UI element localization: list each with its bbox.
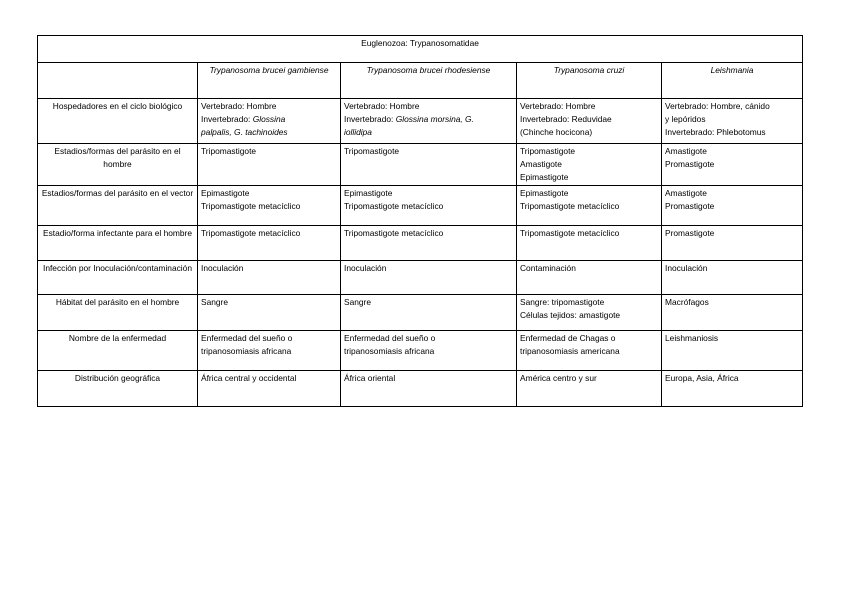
row-label: Distribución geográfica [38,371,198,407]
cell-line: América centro y sur [520,373,597,383]
table-cell [517,295,662,331]
cell-line: Inoculación [665,263,708,273]
cell-line: Epimastigote [520,172,569,182]
row-label: Infección por Inoculación/contaminación [38,261,198,295]
table-row [38,186,803,226]
cell-line: Promastigote [665,159,715,169]
table-cell [517,186,662,226]
table-cell [198,295,341,331]
row-label: Estadios/formas del parásito en el vector [38,186,198,226]
cell-line: Invertebrado: Glossina morsina, G. [344,114,474,124]
table-row [38,295,803,331]
table-cell [198,144,341,186]
cell-line: tripanosomiasis americana [520,346,620,356]
cell-line: Tripomastigote [344,146,400,156]
cell-line: Tripomastigote metacíclico [344,201,444,211]
table-row [38,144,803,186]
cell-line: Tripomastigote metacíclico [201,201,301,211]
table-cell [341,295,517,331]
table-cell [662,144,803,186]
cell-line: Epimastigote [520,188,569,198]
cell-line: África oriental [344,373,396,383]
table-cell [198,99,341,144]
table-body [38,99,803,407]
cell-line: Inoculación [201,263,244,273]
cell-line: Vertebrado: Hombre [201,101,277,111]
table-cell [341,371,517,407]
cell-line: Invertebrado: Reduvidae [520,114,612,124]
cell-line: Epimastigote [344,188,393,198]
table-cell [341,99,517,144]
header-t-brucei-rhodesiense: Trypanosoma brucei rhodesiense [341,63,517,99]
cell-line: Sangre: tripomastigote [520,297,605,307]
cell-line: Invertebrado: Glossina [201,114,286,124]
table-cell [517,261,662,295]
cell-line: tripanosomiasis africana [201,346,292,356]
row-label: Hospedadores en el ciclo biológico [38,99,198,144]
cell-line: Tripomastigote [520,146,576,156]
cell-line: Sangre [201,297,229,307]
cell-line: Promastigote [665,228,715,238]
cell-line: Tripomastigote metacíclico [520,228,620,238]
table-cell [662,295,803,331]
table-row [38,261,803,295]
table-title-row [38,36,803,63]
cell-line: (Chinche hocicona) [520,127,593,137]
table-cell [517,331,662,371]
cell-line: Amastigote [520,159,562,169]
table-cell [198,371,341,407]
cell-line: tripanosomiasis africana [344,346,435,356]
cell-line: Enfermedad del sueño o [201,333,293,343]
table-cell [662,261,803,295]
table-header-row [38,63,803,99]
header-t-brucei-gambiense: Trypanosoma brucei gambiense [198,63,341,99]
cell-line: África central y occidental [201,373,297,383]
cell-line: Inoculación [344,263,387,273]
cell-line: Enfermedad de Chagas o [520,333,616,343]
table-cell [662,226,803,261]
cell-line: Células tejidos: amastigote [520,310,621,320]
cell-line: Amastigote [665,188,707,198]
cell-line: Tripomastigote metacíclico [520,201,620,211]
cell-line: Vertebrado: Hombre, cánido [665,101,770,111]
cell-line: Promastigote [665,201,715,211]
cell-line: Macrófagos [665,297,709,307]
table-row [38,226,803,261]
cell-line: Vertebrado: Hombre [344,101,420,111]
cell-line: Enfermedad del sueño o [344,333,436,343]
table-row [38,99,803,144]
table-cell [341,144,517,186]
table-cell [662,99,803,144]
table-cell [198,331,341,371]
cell-line: Amastigote [665,146,707,156]
table-cell [517,226,662,261]
table-cell [341,331,517,371]
cell-line: Europa, Asia, África [665,373,739,383]
table-cell [198,226,341,261]
table-title: Euglenozoa: Trypanosomatidae [38,36,803,63]
cell-line: Contaminación [520,263,576,273]
table-cell [517,144,662,186]
table-cell [341,261,517,295]
table-row [38,371,803,407]
row-label: Nombre de la enfermedad [38,331,198,371]
cell-line: y lepóridos [665,114,706,124]
cell-line: Epimastigote [201,188,250,198]
table-row [38,331,803,371]
cell-line: Tripomastigote metacíclico [201,228,301,238]
cell-line: iollidipa [344,127,372,137]
trypanosomatidae-table [37,35,803,407]
header-leishmania: Leishmania [662,63,803,99]
table-cell [662,331,803,371]
cell-line: Vertebrado: Hombre [520,101,596,111]
table-cell [341,186,517,226]
cell-line: Tripomastigote [201,146,257,156]
table-cell [198,186,341,226]
row-label: Hábitat del parásito en el hombre [38,295,198,331]
table-cell [341,226,517,261]
cell-line: palpalis, G. tachinoides [201,127,288,137]
cell-line: Sangre [344,297,372,307]
header-empty [38,63,198,99]
cell-line: Invertebrado: Phlebotomus [665,127,766,137]
table-cell [198,261,341,295]
header-t-cruzi: Trypanosoma cruzi [517,63,662,99]
row-label: Estadio/forma infectante para el hombre [38,226,198,261]
cell-line: Tripomastigote metacíclico [344,228,444,238]
table-cell [517,99,662,144]
cell-line: Leishmaniosis [665,333,719,343]
table-cell [662,371,803,407]
row-label: Estadios/formas del parásito en el hombre [38,144,198,186]
table-cell [662,186,803,226]
table-cell [517,371,662,407]
